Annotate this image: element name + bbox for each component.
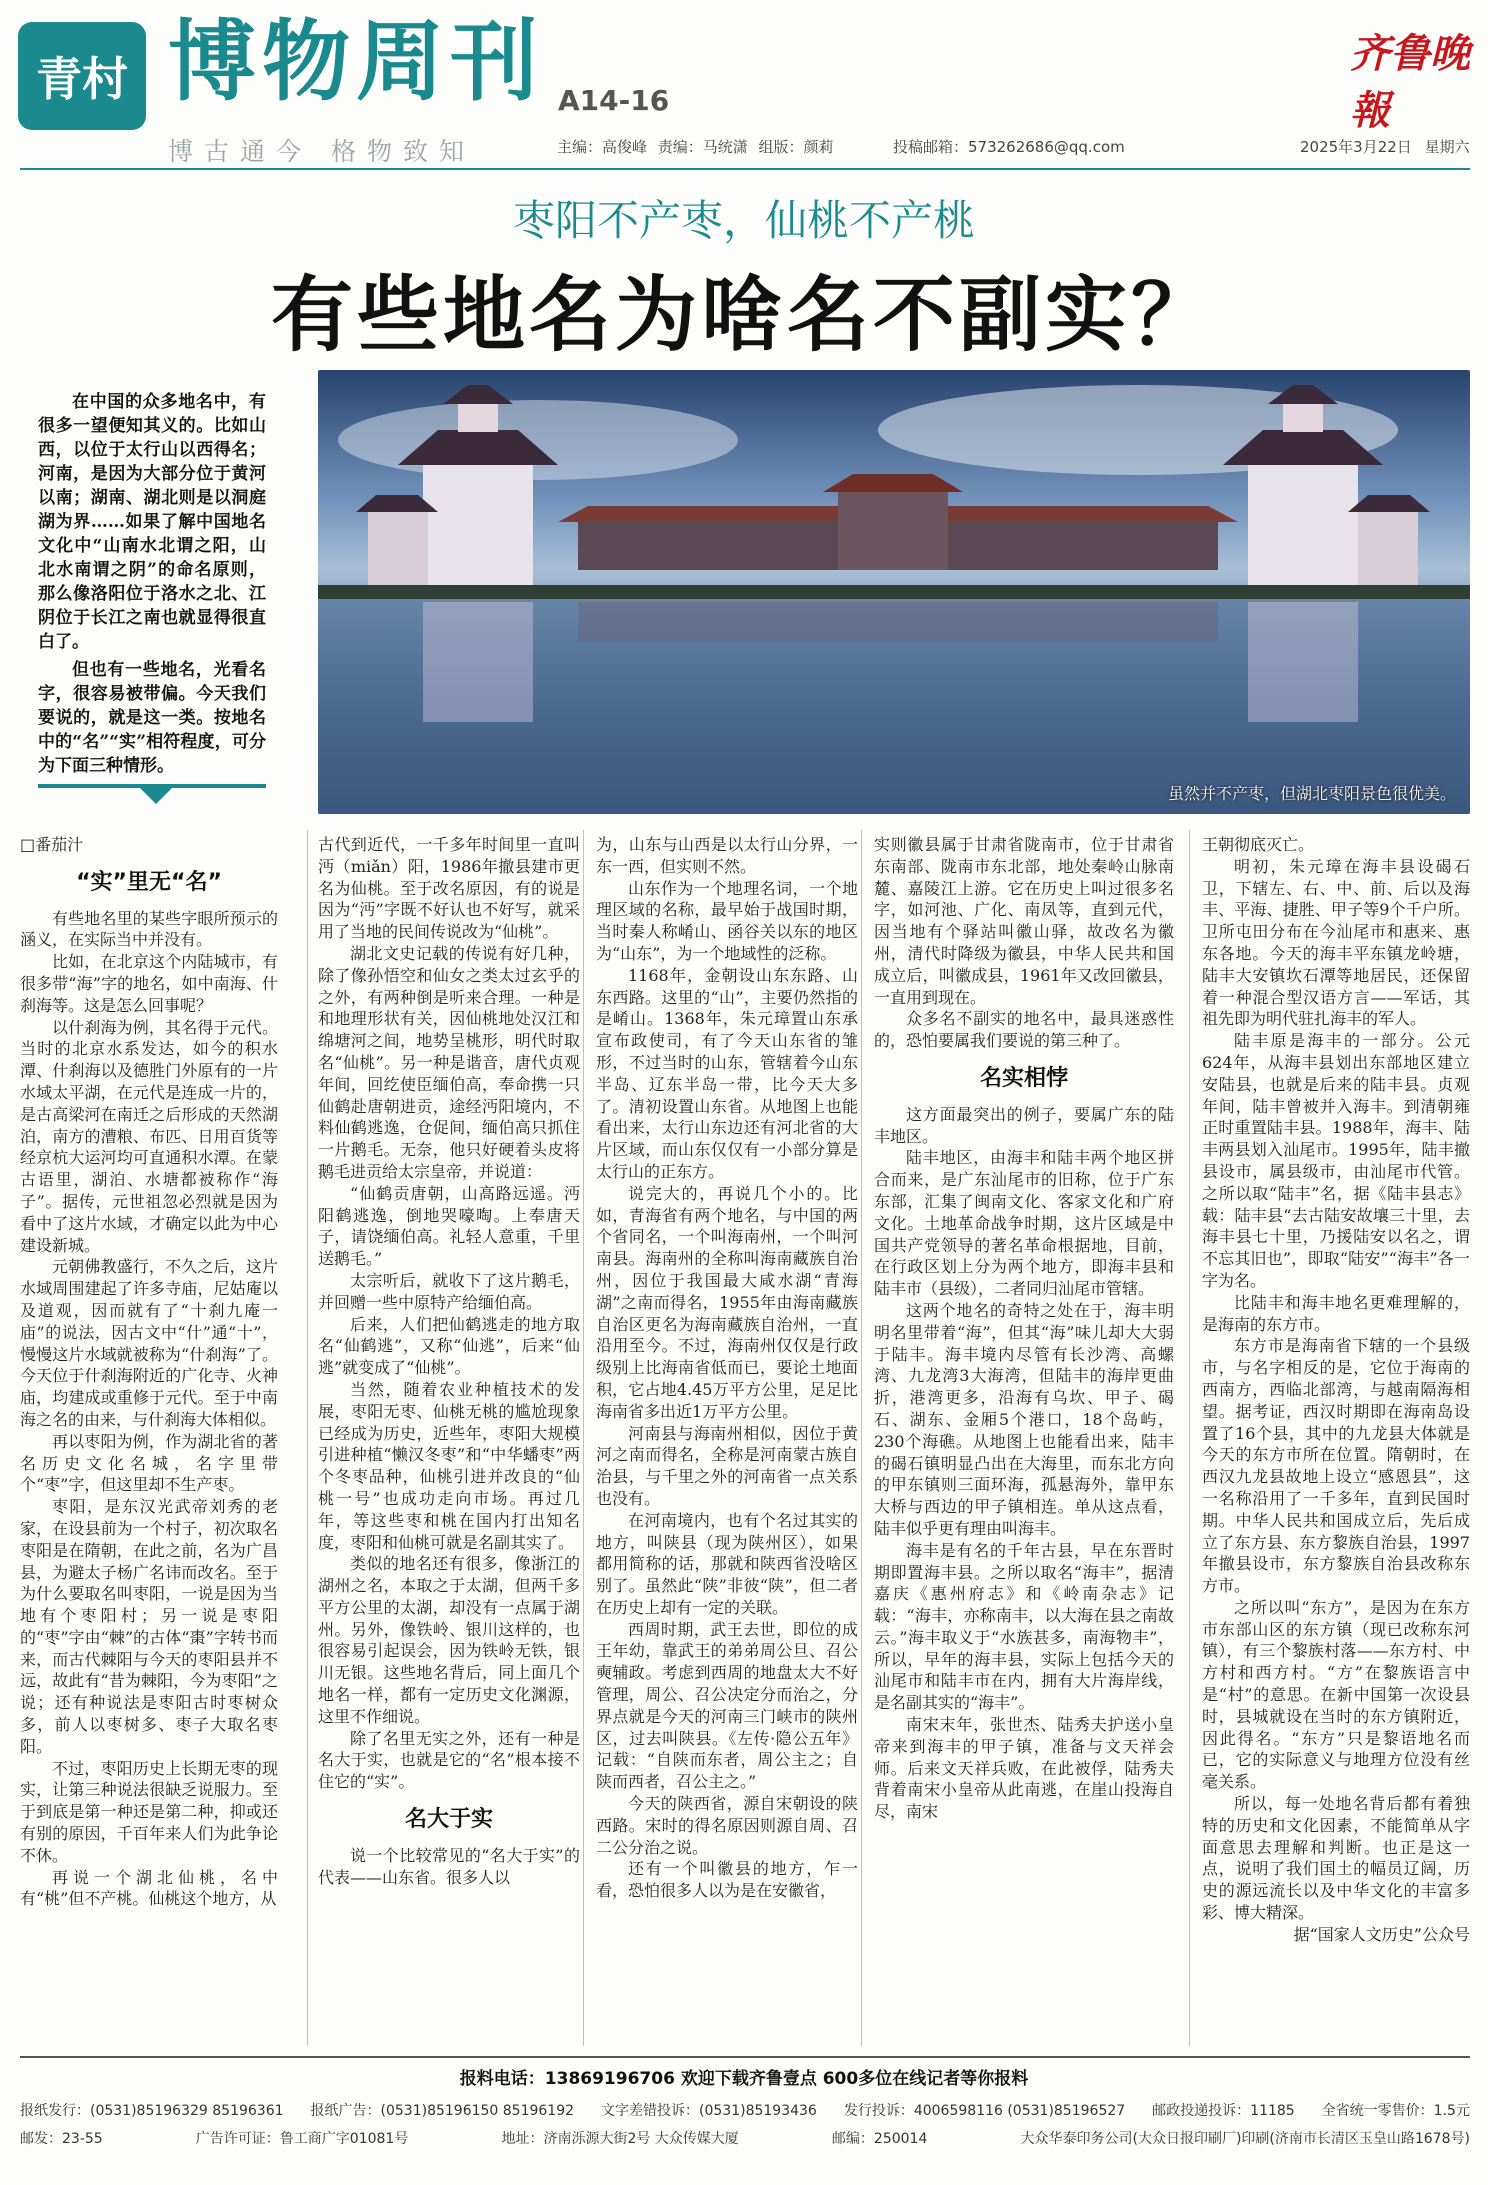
body-paragraph: 今天的陕西省，源自宋朝设的陕西路。宋时的得名原因则源自周、召二公分治之说。: [596, 1794, 858, 1857]
tip-hotline: 报料电话：13869196706 欢迎下载齐鲁壹点 600多位在线记者等你报料: [459, 2069, 1029, 2089]
body-paragraph: 有些地名里的某些字眼所预示的涵义，在实际当中并没有。: [20, 908, 278, 950]
body-paragraph: 还有一个叫徽县的地方，乍一看，恐怕很多人以为是在安徽省，: [596, 1859, 858, 1901]
body-paragraph: 陆丰原是海丰的一部分。公元624年，从海丰县划出东部地区建立安陆县，也就是后来的陆丰县。贞观年间，陆丰曾被并入海丰。到清朝雍正时重置陆丰县。1988年，海丰、陆丰两县划入汕尾市。1995年，陆丰撤县设市，属县级市，由汕尾市代管。之所以取“陆丰”名，据《陆丰县志》载：陆丰县“去古陆安故壤三十里，去海丰县七十里，乃援陆安以名之，谓不忘其旧也”，即取“陆安”“海丰”各一字为名。: [1202, 1031, 1470, 1290]
body-paragraph: 明初，朱元璋在海丰县设碣石卫，下辖左、右、中、前、后以及海丰、平海、捷胜、甲子等9个千户所。卫所屯田分布在今汕尾市和惠来、惠东各地。今天的海丰平东镇龙岭塘，陆丰大安镇坎石潭等地居民，还保留着一种混合型汉语方言——军话，其祖先即为明代驻扎海丰的军人。: [1202, 856, 1470, 1029]
body-paragraph: 河南县与海南州相似，因位于黄河之南而得名，全称是河南蒙古族自治县，与千里之外的河南省一点关系也没有。: [596, 1423, 858, 1508]
section-slogan: 博古通今 格物致知: [168, 137, 475, 166]
body-paragraph: 湖北文史记载的传说有好几种，除了像孙悟空和仙女之类太过玄乎的之外，有两种倒是听来合理。一种是和地理形状有关，因仙桃地处汉江和绵塘河之间，地势呈桃形，明代时取名“仙桃”。另一种是谐音，唐代贞观年间，回纥使臣缅伯高，奉命携一只仙鹤赴唐朝进贡，途经沔阳境内，不料仙鹤逃逸，仓促间，缅伯高只抓住一片鹅毛。无奈，他只好硬着头皮将鹅毛进贡给太宗皇帝，并说道：: [318, 943, 580, 1181]
masthead-divider: [20, 168, 1470, 170]
source-note: 据“国家人文历史”公众号: [1293, 1924, 1470, 1944]
body-paragraph: 之所以叫“东方”，是因为在东方市东部山区的东方镇（现已改称东河镇），有三个黎族村落——东方村、中方村和西方村。“方”在黎族语言中是“村”的意思。在新中国第一次设县时，县城就设在当时的东方镇附近，因此得名。“东方”只是黎语地名而已，它的实际意义与地理方位没有丝毫关系。: [1202, 1597, 1470, 1792]
body-paragraph: 太宗听后，就收下了这片鹅毛，并回赠一些中原特产给缅伯高。: [318, 1270, 580, 1312]
body-paragraph: 比如，在北京这个内陆城市，有很多带“海”字的地名，如中南海、什刹海等。这是怎么回事呢？: [20, 952, 278, 1015]
subheading: “实”里无“名”: [76, 869, 222, 895]
staff-credits: 主编：高俊峰 责编：马统潇 组版：颜莉: [557, 138, 834, 156]
body-paragraph: “仙鹤贡唐朝，山高路远遥。沔阳鹤逃逸，倒地哭嚎啕。上奉唐天子，请饶缅伯高。礼轻人意重，千里送鹅毛。”: [318, 1183, 580, 1269]
column-divider: [861, 830, 862, 2046]
footer-item: 邮政投递投诉：11185: [1152, 2103, 1295, 2119]
page-number: A14-16: [558, 84, 670, 117]
footer-item: 文字差错投诉：(0531)85193436: [601, 2103, 817, 2119]
body-paragraph: 在河南境内，也有个名过其实的地方，叫陕县（现为陕州区），如果都用简称的话，那就和陕西省没啥区别了。虽然此“陕”非彼“陕”，但二者在历史上却有一定的关联。: [596, 1510, 858, 1617]
body-paragraph: 再以枣阳为例，作为湖北省的著名历史文化名城，名字里带个“枣”字，但这里却不生产枣。: [20, 1431, 278, 1495]
article-kicker: 枣阳不产枣，仙桃不产桃: [512, 196, 975, 245]
subheading: 名实相悖: [979, 1065, 1068, 1091]
body-paragraph: 实则徽县属于甘肃省陇南市，位于甘肃省东南部、陇南市东北部，地处秦岭山脉南麓、嘉陵江上游。它在历史上叫过很多名字，如河池、广化、南凤等，直到元代，因当地有个驿站叫徽山驿，故改名为徽州，清代时降级为徽县，中华人民共和国成立后，叫徽成县，1961年又改回徽县，一直用到现在。: [874, 835, 1174, 1007]
footer-item: 邮编：250014: [831, 2131, 928, 2147]
body-paragraph: 以什刹海为例，其名得于元代。当时的北京水系发达，如今的积水潭、什刹海以及德胜门外原有的一片水域太平湖，在元代是连成一片的，是古高梁河在南迁之后形成的天然湖泊，南方的漕粮、布匹、日用百货等经京杭大运河均可直通积水潭。在蒙古语里，湖泊、水塘都被称作“海子”。据传，元世祖忽必烈就是因为看中了这片水域，才确定以此为中心建设新城。: [20, 1017, 278, 1255]
body-paragraph: 古代到近代，一千多年时间里一直叫沔（miǎn）阳，1986年撤县建市更名为仙桃。至于改名原因，有的说是因为“沔”字既不好认也不好写，就采用了当地的民间传说改为“仙桃”。: [318, 835, 580, 942]
intro-paragraph: 在中国的众多地名中，有很多一望便知其义的。比如山西，以位于太行山以西得名；河南，是因为大部分位于黄河以南；湖南、湖北则是以洞庭湖为界……如果了解中国地名文化中“山南水北谓之阳，山北水南谓之阴”的命名原则，那么像洛阳位于洛水之北、江阴位于长江之南也就显得很直白了。: [38, 392, 266, 652]
footer-divider: [20, 2056, 1470, 2058]
section-title: 博物周刊: [168, 10, 545, 113]
body-paragraph: 比陆丰和海丰地名更难理解的，是海南的东方市。: [1202, 1292, 1470, 1334]
body-paragraph: 这两个地名的奇特之处在于，海丰明明名里带着“海”，但其“海”味儿却大大弱于陆丰。海丰境内尽管有长沙湾、高螺湾、九龙湾3大海湾，但陆丰的海岸更曲折，港湾更多，沿海有乌坎、甲子、碣石、湖东、金厢5个港口，18个岛屿，230个海礁。从地图上也能看出来，陆丰的碣石镇明显凸出在大海里，而东北方向的甲东镇则三面环海，孤悬海外，靠甲东大桥与西边的甲子镇相连。单从这点看，陆丰似乎更有理由叫海丰。: [874, 1300, 1174, 1538]
column-divider: [307, 830, 308, 2046]
footer-item: 报纸发行：(0531)85196329 85196361: [20, 2103, 284, 2119]
body-paragraph: 1168年，金朝设山东东路、山东西路。这里的“山”，主要仍然指的是崤山。1368年，朱元璋置山东承宣布政使司，有了今天山东省的雏形，不过当时的山东，管辖着今山东半岛、辽东半岛一带，比今天大多了。清初设置山东省。从地图上也能看出来，太行山东边还有河北省的大片区域，而山东仅仅有一小部分算是太行山的正东方。: [596, 965, 858, 1181]
body-paragraph: 山东作为一个地理名词，一个地理区域的名称，最早始于战国时期，当时秦人称崤山、函谷关以东的地区为“山东”，为一个地域性的泛称。: [596, 878, 858, 963]
body-paragraph: 南宋末年，张世杰、陆秀夫护送小皇帝来到海丰的甲子镇，准备与文天祥会师。后来文天祥兵败，在此被俘，陆秀夫背着南宋小皇帝从此南逃，在崖山投海自尽，南宋: [874, 1715, 1174, 1822]
column-divider: [1189, 830, 1190, 2046]
section-logo-badge: 青村: [18, 22, 146, 130]
body-paragraph: 再说一个湖北仙桃，名中有“桃”但不产桃。仙桃这个地方，从: [20, 1867, 278, 1909]
body-paragraph: 说完大的，再说几个小的。比如，青海省有两个地名，与中国的两个省同名，一个叫海南州，一个叫河南县。海南州的全称叫海南藏族自治州，因位于我国最大咸水湖“青海湖”之南而得名，1955年由海南藏族自治区更名为海南藏族自治州，一直沿用至今。不过，海南州仅仅是行政级别上比海南省低而已，要论土地面积，它占地4.45万平方公里，足足比海南省多出近1万平方公里。: [596, 1183, 858, 1421]
footer-item: 邮发：23-55: [20, 2131, 103, 2147]
body-paragraph: 所以，每一处地名背后都有着独特的历史和文化因素，不能简单从字面意思去理解和判断。也正是这一点，说明了我们国土的幅员辽阔，历史的源远流长以及中华文化的丰富多彩、博大精深。: [1202, 1794, 1470, 1923]
article-column-5: [1202, 834, 1470, 1946]
body-paragraph: 元朝佛教盛行，不久之后，这片水域周围建起了许多寺庙，尼姑庵以及道观，因而就有了“十刹九庵一庙”的说法，因古文中“什”通“十”，慢慢这片水域就被称为“什刹海”了。今天位于什刹海附近的广化寺、火神庙，均建成或重修于元代。至于中南海之名的由来，与什刹海大体相似。: [20, 1257, 278, 1429]
article-column-2: [318, 834, 580, 1888]
body-paragraph: 说一个比较常见的“名大于实”的代表——山东省。很多人以: [318, 1845, 580, 1887]
article-headline: 有些地名为啥名不副实？: [270, 267, 1217, 363]
footer-publishing-info: [20, 2128, 1470, 2148]
byline: □番茄汁: [20, 835, 84, 854]
body-paragraph: 枣阳，是东汉光武帝刘秀的老家，在设县前为一个村子，初次取名枣阳是在隋朝，在此之前，名为广昌县，为避太子杨广名讳而改名。至于为什么要取名叫枣阳，一说是因为当地有个枣阳村；另一说是枣阳的“枣”字由“棘”的古体“棗”字转书而来，而古代棘阳与今天的枣阳县并不远，故此有“昔为棘阳，今为枣阳”之说；还有种说法是枣阳古时枣树众多，前人以枣树多、枣子大取名枣阳。: [20, 1497, 278, 1756]
photo-caption: 虽然并不产枣，但湖北枣阳景色很优美。: [1167, 784, 1456, 803]
body-paragraph: 当然，随着农业种植技术的发展，枣阳无枣、仙桃无桃的尴尬现象已经成为历史，近些年，枣阳大规模引进种植“懒汉冬枣”和“中华蟠枣”两个冬枣品种，仙桃引进并改良的“仙桃一号”也成功走向市场。再过几年，等这些枣和桃在国内打出知名度，枣阳和仙桃可就是名副其实了。: [318, 1379, 580, 1552]
footer-item: 报纸广告：(0531)85196150 85196192: [310, 2103, 575, 2119]
body-paragraph: 这方面最突出的例子，要属广东的陆丰地区。: [874, 1104, 1174, 1146]
body-paragraph: 海丰是有名的千年古县，早在东晋时期即置海丰县。之所以取名“海丰”，据清嘉庆《惠州府志》和《岭南杂志》记载：“海丰，亦称南丰，以大海在县之南故云。”海丰取义于“水族甚多，南海物丰”，所以，早年的海丰县，实际上包括今天的汕尾市和陆丰市在内，拥有大片海岸线，是名副其实的“海丰”。: [874, 1540, 1174, 1713]
footer-item: 大众华泰印务公司(大众日报印刷厂)印刷(济南市长清区玉皇山路1678号): [1020, 2131, 1470, 2147]
newspaper-logo: 齐鲁晚報: [1350, 30, 1470, 134]
body-paragraph: 后来，人们把仙鹤逃走的地方取名“仙鹤逃”，又称“仙逃”，后来“仙逃”就变成了“仙桃”。: [318, 1314, 580, 1378]
footer-item: 地址：济南泺源大街2号 大众传媒大厦: [501, 2131, 739, 2147]
article-intro: [38, 390, 266, 782]
article-column-1: [20, 834, 278, 1910]
body-paragraph: 东方市是海南省下辖的一个县级市，与名字相反的是，它位于海南的西南方，西临北部湾，与越南隔海相望。据考证，西汉时期即在海南岛设置了16个县，其中的九龙县大体就是今天的东方市所在位置。隋朝时，在西汉九龙县故地上设立“感恩县”，这一名称沿用了一千多年，直到民国时期。中华人民共和国成立后，先后成立了东方县、东方黎族自治县，1997年撤县设市，东方黎族自治县改称东方市。: [1202, 1336, 1470, 1596]
body-paragraph: 陆丰地区，由海丰和陆丰两个地区拼合而来，是广东汕尾市的旧称，位于广东东部，汇集了闽南文化、客家文化和广府文化。土地革命战争时期，这片区域是中国共产党领导的著名革命根据地，目前，在行政区划上分为两个地方，即海丰县和陆丰市（县级），二者同归汕尾市管辖。: [874, 1148, 1174, 1299]
body-paragraph: 类似的地名还有很多，像浙江的湖州之名，本取之于太湖，但两千多平方公里的太湖，却没有一点属于湖州。另外，像铁岭、银川这样的，也很容易引起误会，因为铁岭无铁，银川无银。这些地名背后，同上面几个地名一样，都有一定历史文化渊源，这里不作细说。: [318, 1554, 580, 1726]
body-paragraph: 西周时期，武王去世，即位的成王年幼，靠武王的弟弟周公旦、召公奭辅政。考虑到西周的地盘太大不好管理，周公、召公决定分而治之，分界点就是今天的河南三门峡市的陕州区，过去叫陕县。《左传·隐公五年》记载：“自陕而东者，周公主之；自陕而西者，召公主之。”: [596, 1619, 858, 1792]
body-paragraph: 不过，枣阳历史上长期无枣的现实，让第三种说法很缺乏说服力。至于到底是第一种还是第二种，抑或还有别的原因，千百年来人们为此争论不休。: [20, 1758, 278, 1865]
column-divider: [583, 830, 584, 2046]
article-photo: [318, 370, 1470, 814]
footer-item: 全省统一零售价：1.5元: [1321, 2103, 1470, 2119]
body-paragraph: 为，山东与山西是以太行山分界，一东一西，但实则不然。: [596, 835, 858, 876]
intro-paragraph: 但也有一些地名，光看名字，很容易被带偏。今天我们要说的，就是这一类。按地名中的“名”“实”相符程度，可分为下面三种情形。: [38, 660, 266, 776]
intro-arrow-icon: [138, 786, 174, 804]
submission-email: 投稿邮箱：573262686@qq.com: [893, 138, 1125, 156]
footer-item: 发行投诉：4006598116 (0531)85196527: [843, 2103, 1126, 2119]
issue-date: 2025年3月22日 星期六: [1300, 138, 1470, 156]
footer-item: 广告许可证：鲁工商广字01081号: [195, 2131, 409, 2147]
zaoyang-scenery-illustration: [318, 370, 1470, 814]
body-paragraph: 众多名不副实的地名中，最具迷惑性的，恐怕要属我们要说的第三种了。: [874, 1009, 1174, 1051]
subheading: 名大于实: [404, 1807, 493, 1833]
article-column-3: [596, 834, 858, 1902]
article-column-4: [874, 834, 1174, 1823]
body-paragraph: 王朝彻底灭亡。: [1202, 835, 1315, 854]
footer-contacts: [20, 2100, 1470, 2120]
body-paragraph: 除了名里无实之外，还有一种是名大于实，也就是它的“名”根本接不住它的“实”。: [318, 1728, 580, 1792]
